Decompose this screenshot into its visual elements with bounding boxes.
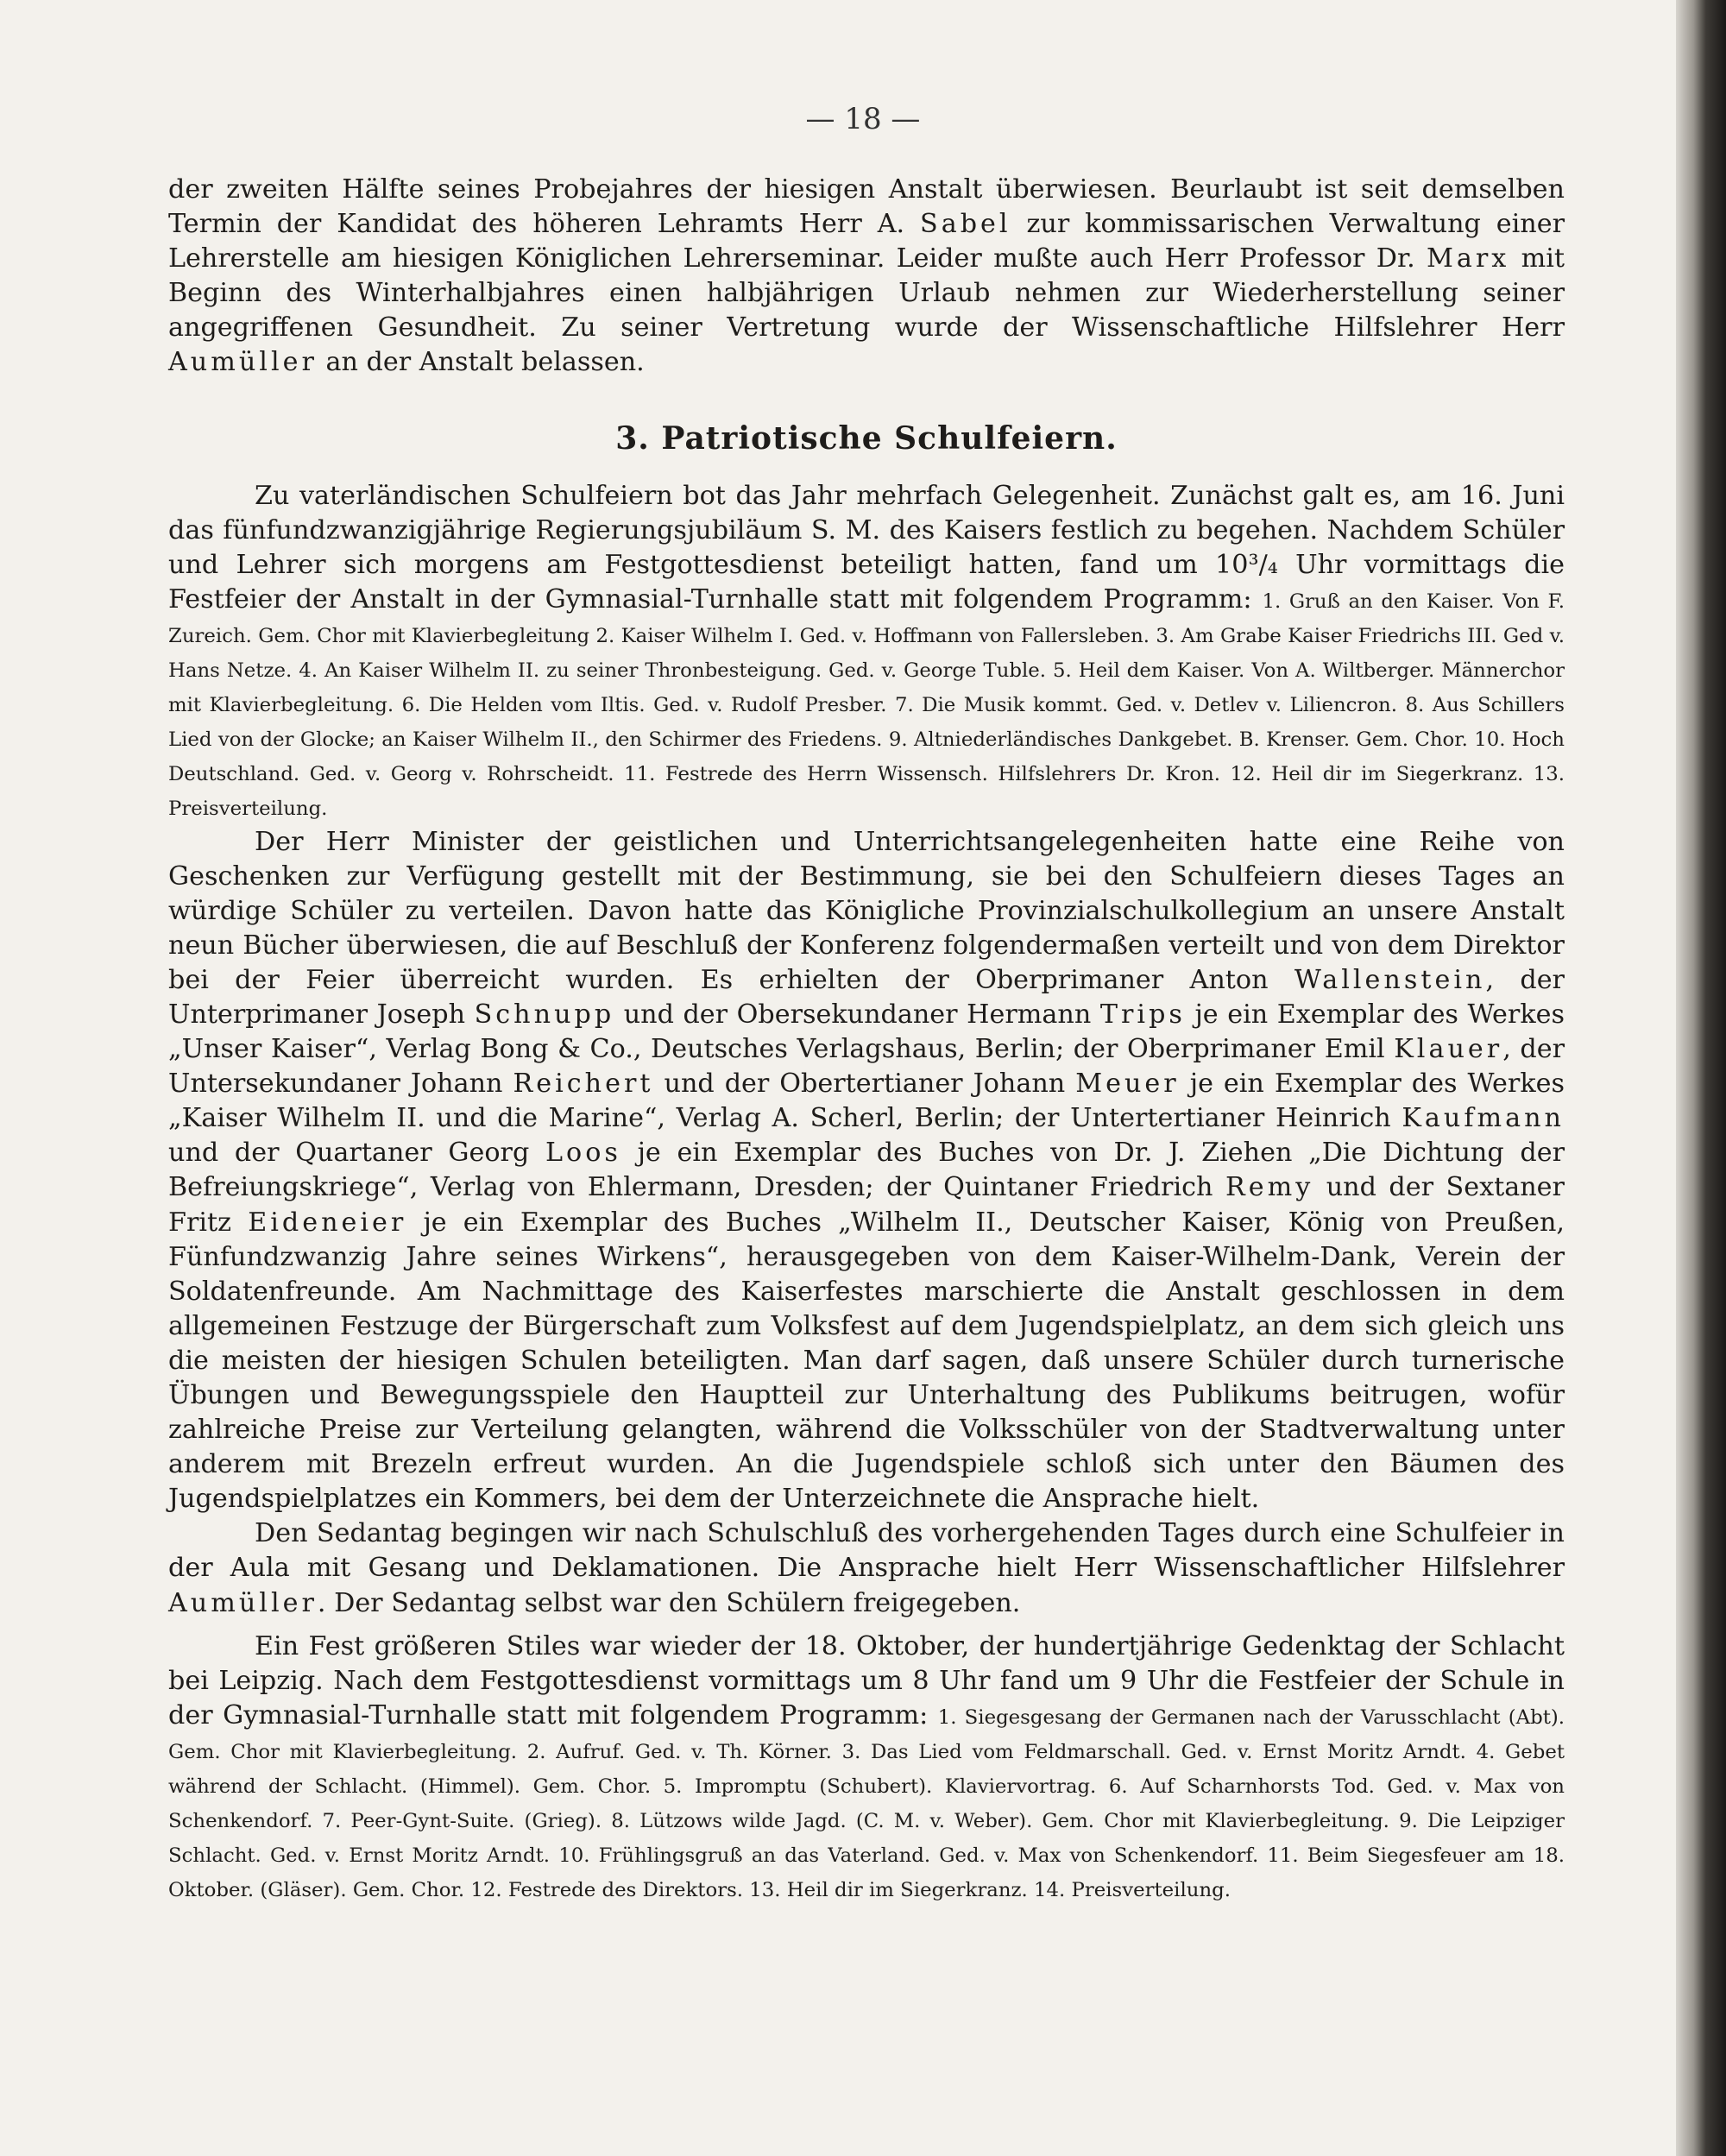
person-name: Meuer [1075,1069,1180,1100]
paragraph-book-prizes: Der Herr Minister der geistlichen und Unterrichtsangelegenheiten hatte eine Reihe von Geschenken zur Verfügung gestellt mit der Bestimmung, sie bei den Schulfeiern dieses Tages an würdige Schüler zu verteilen. Davon hatte das Königliche Provinzialschulkollegium an unsere Anstalt neun Bücher überwiesen, die auf Beschluß der Konferenz folgendermaßen verteilt und von dem Direktor bei der Feier überreicht wurden. Es erhielten der Oberprimaner Anton Wallenstein, der Unterprimaner Joseph Schnupp und der Obersekundaner Hermann Trips je ein Exemplar des Werkes „Unser Kaiser“, Verlag Bong & Co., Deutsches Verlagshaus, Berlin; der Oberprimaner Emil Klauer, der Untersekundaner Johann Reichert und der Obertertianer Johann Meuer je ein Exemplar des Werkes „Kaiser Wilhelm II. und die Marine“, Verlag A. Scherl, Berlin; der Untertertianer Heinrich Kaufmann und der Quartaner Georg Loos je ein Exemplar des Buches von Dr. J. Ziehen „Die Dichtung der Befreiungskriege“, Verlag von Ehlermann, Dresden; der Quintaner Friedrich Remy und der Sextaner Fritz Eideneier je ein Exemplar des Buches „Wilhelm II., Deutscher Kaiser, König von Preußen, Fünfundzwanzig Jahre seines Wirkens“, herausgegeben von dem Kaiser-Wilhelm-Dank, Verein der Soldatenfreunde. Am Nachmittage des Kaiserfestes marschierte die Anstalt geschlossen in dem allgemeinen Festzuge der Bürgerschaft zum Volksfest auf dem Jugendspielplatz, an dem sich gleich uns die meisten der hiesigen Schulen beteiligten. Man darf sagen, daß unsere Schüler durch turnerische Übungen und Bewegungsspiele den Hauptteil zur Unterhaltung des Publikums beitrugen, wofür zahlreiche Preise zur Verteilung gelangten, während die Volksschüler von der Stadtverwaltung unter anderem mit Brezeln erfreut wurden. An die Jugendspiele schloß sich unter den Bäumen des Jugendspielplatzes ein Kommers, bei dem der Unterzeichnete die Ansprache hielt. [168,826,1565,1515]
person-name: Schnupp [474,999,615,1030]
person-name: Remy [1225,1172,1314,1203]
person-name: Reichert [513,1069,654,1100]
person-name: Aumüller [168,347,318,378]
paragraph-staff-changes: der zweiten Hälfte seines Probejahres der hiesigen Anstalt überwiesen. Beurlaubt ist seit demselben Termin der Kandidat des höheren Lehramts Herr A. Sabel zur kommissarischen Verwaltung einer Lehrerstelle am hiesigen Königlichen Lehrerseminar. Leider mußte auch Herr Professor Dr. Marx mit Beginn des Winterhalbjahres einen halbjährigen Urlaub nehmen zur Wiederherstellung seiner angegriffenen Gesundheit. Zu seiner Vertretung wurde der Wissenschaftliche Hilfslehrer Herr Aumüller an der Anstalt belassen. [168,174,1565,378]
person-name: Klauer [1394,1034,1503,1065]
section-heading: 3. Patriotische Schulfeiern. [615,419,1118,457]
person-name: Trips [1099,999,1186,1030]
page-body [168,173,1565,1906]
person-name: Sabel [920,209,1011,240]
person-name: Kaufmann [1402,1103,1565,1134]
program-list: 1. Gruß an den Kaiser. Von F. Zureich. Gem. Chor mit Klavierbegleitung 2. Kaiser Wilhelm I. Ged. v. Hoffmann von Fallersleben. 3. Am Grabe Kaiser Friedrichs III. Ged v. Hans Netze. 4. An Kaiser Wilhelm II. zu seiner Thronbesteigung. Ged. v. George Tuble. 5. Heil dem Kaiser. Von A. Wiltberger. Männerchor mit Klavierbegleitung. 6. Die Helden vom Iltis. Ged. v. Rudolf Presber. 7. Die Musik kommt. Ged. v. Detlev v. Liliencron. 8. Aus Schillers Lied von der Glocke; an Kaiser Wilhelm II., den Schirmer des Friedens. 9. Altniederländisches Dankgebet. B. Krenser. Gem. Chor. 10. Hoch Deutschland. Ged. v. Georg v. Rohrscheidt. 11. Festrede des Herrn Wissensch. Hilfslehrers Dr. Kron. 12. Heil dir im Siegerkranz. 13. Preisverteilung. [168,589,1565,821]
person-name: Marx [1426,243,1510,274]
person-name: Eideneier [248,1207,407,1238]
paragraph-kaiser-jubilee: Zu vaterländischen Schulfeiern bot das Jahr mehrfach Gelegenheit. Zunächst galt es, am 16. Juni das fünfundzwanzigjährige Regierungsjubiläum S. M. des Kaisers festlich zu begehen. Nachdem Schüler und Lehrer sich morgens am Festgottesdienst beteiligt hatten, fand um 10³/₄ Uhr vormittags die Festfeier der Anstalt in der Gymnasial-Turnhalle statt mit folgendem Programm: 1. Gruß an den Kaiser. Von F. Zureich. Gem. Chor mit Klavierbegleitung 2. Kaiser Wilhelm I. Ged. v. Hoffmann von Fallersleben. 3. Am Grabe Kaiser Friedrichs III. Ged v. Hans Netze. 4. An Kaiser Wilhelm II. zu seiner Thronbesteigung. Ged. v. George Tuble. 5. Heil dem Kaiser. Von A. Wiltberger. Männerchor mit Klavierbegleitung. 6. Die Helden vom Iltis. Ged. v. Rudolf Presber. 7. Die Musik kommt. Ged. v. Detlev v. Liliencron. 8. Aus Schillers Lied von der Glocke; an Kaiser Wilhelm II., den Schirmer des Friedens. 9. Altniederländisches Dankgebet. B. Krenser. Gem. Chor. 10. Hoch Deutschland. Ged. v. Georg v. Rohrscheidt. 11. Festrede des Herrn Wissensch. Hilfslehrers Dr. Kron. 12. Heil dir im Siegerkranz. 13. Preisverteilung. [168,480,1565,821]
program-list: 1. Siegesgesang der Germanen nach der Varusschlacht (Abt). Gem. Chor mit Klavierbegleitung. 2. Aufruf. Ged. v. Th. Körner. 3. Das Lied vom Feldmarschall. Ged. v. Ernst Moritz Arndt. 4. Gebet während der Schlacht. (Himmel). Gem. Chor. 5. Impromptu (Schubert). Klaviervortrag. 6. Auf Scharnhorsts Tod. Ged. v. Max von Schenkendorf. 7. Peer-Gynt-Suite. (Grieg). 8. Lützows wilde Jagd. (C. M. v. Weber). Gem. Chor mit Klavierbegleitung. 9. Die Leipziger Schlacht. Ged. v. Ernst Moritz Arndt. 10. Frühlingsgruß an das Vaterland. Ged. v. Max von Schenkendorf. 11. Beim Siegesfeuer am 18. Oktober. (Gläser). Gem. Chor. 12. Festrede des Direktors. 13. Heil dir im Siegerkranz. 14. Preisverteilung. [168,1705,1565,1902]
page-edge-shadow [1676,0,1726,2156]
paragraph-sedantag: Den Sedantag begingen wir nach Schulschluß des vorhergehenden Tages durch eine Schulfeier in der Aula mit Gesang und Deklamationen. Die Ansprache hielt Herr Wissenschaftlicher Hilfslehrer Aumüller. Der Sedantag selbst war den Schülern freigegeben. [168,1518,1565,1618]
person-name: Wallenstein [1294,964,1486,995]
person-name: Loos [545,1138,621,1169]
paragraph-leipzig-anniversary: Ein Fest größeren Stiles war wieder der 18. Oktober, der hundertjährige Gedenktag der Schlacht bei Leipzig. Nach dem Festgottesdienst vormittags um 8 Uhr fand um 9 Uhr die Festfeier der Schule in der Gymnasial-Turnhalle statt mit folgendem Programm: 1. Siegesgesang der Germanen nach der Varusschlacht (Abt). Gem. Chor mit Klavierbegleitung. 2. Aufruf. Ged. v. Th. Körner. 3. Das Lied vom Feldmarschall. Ged. v. Ernst Moritz Arndt. 4. Gebet während der Schlacht. (Himmel). Gem. Chor. 5. Impromptu (Schubert). Klaviervortrag. 6. Auf Scharnhorsts Tod. Ged. v. Max von Schenkendorf. 7. Peer-Gynt-Suite. (Grieg). 8. Lützows wilde Jagd. (C. M. v. Weber). Gem. Chor mit Klavierbegleitung. 9. Die Leipziger Schlacht. Ged. v. Ernst Moritz Arndt. 10. Frühlingsgruß an das Vaterland. Ged. v. Max von Schenkendorf. 11. Beim Siegesfeuer am 18. Oktober. (Gläser). Gem. Chor. 12. Festrede des Direktors. 13. Heil dir im Siegerkranz. 14. Preisverteilung. [168,1630,1565,1902]
person-name: Aumüller [168,1587,318,1618]
page-number: — 18 — [805,102,921,136]
